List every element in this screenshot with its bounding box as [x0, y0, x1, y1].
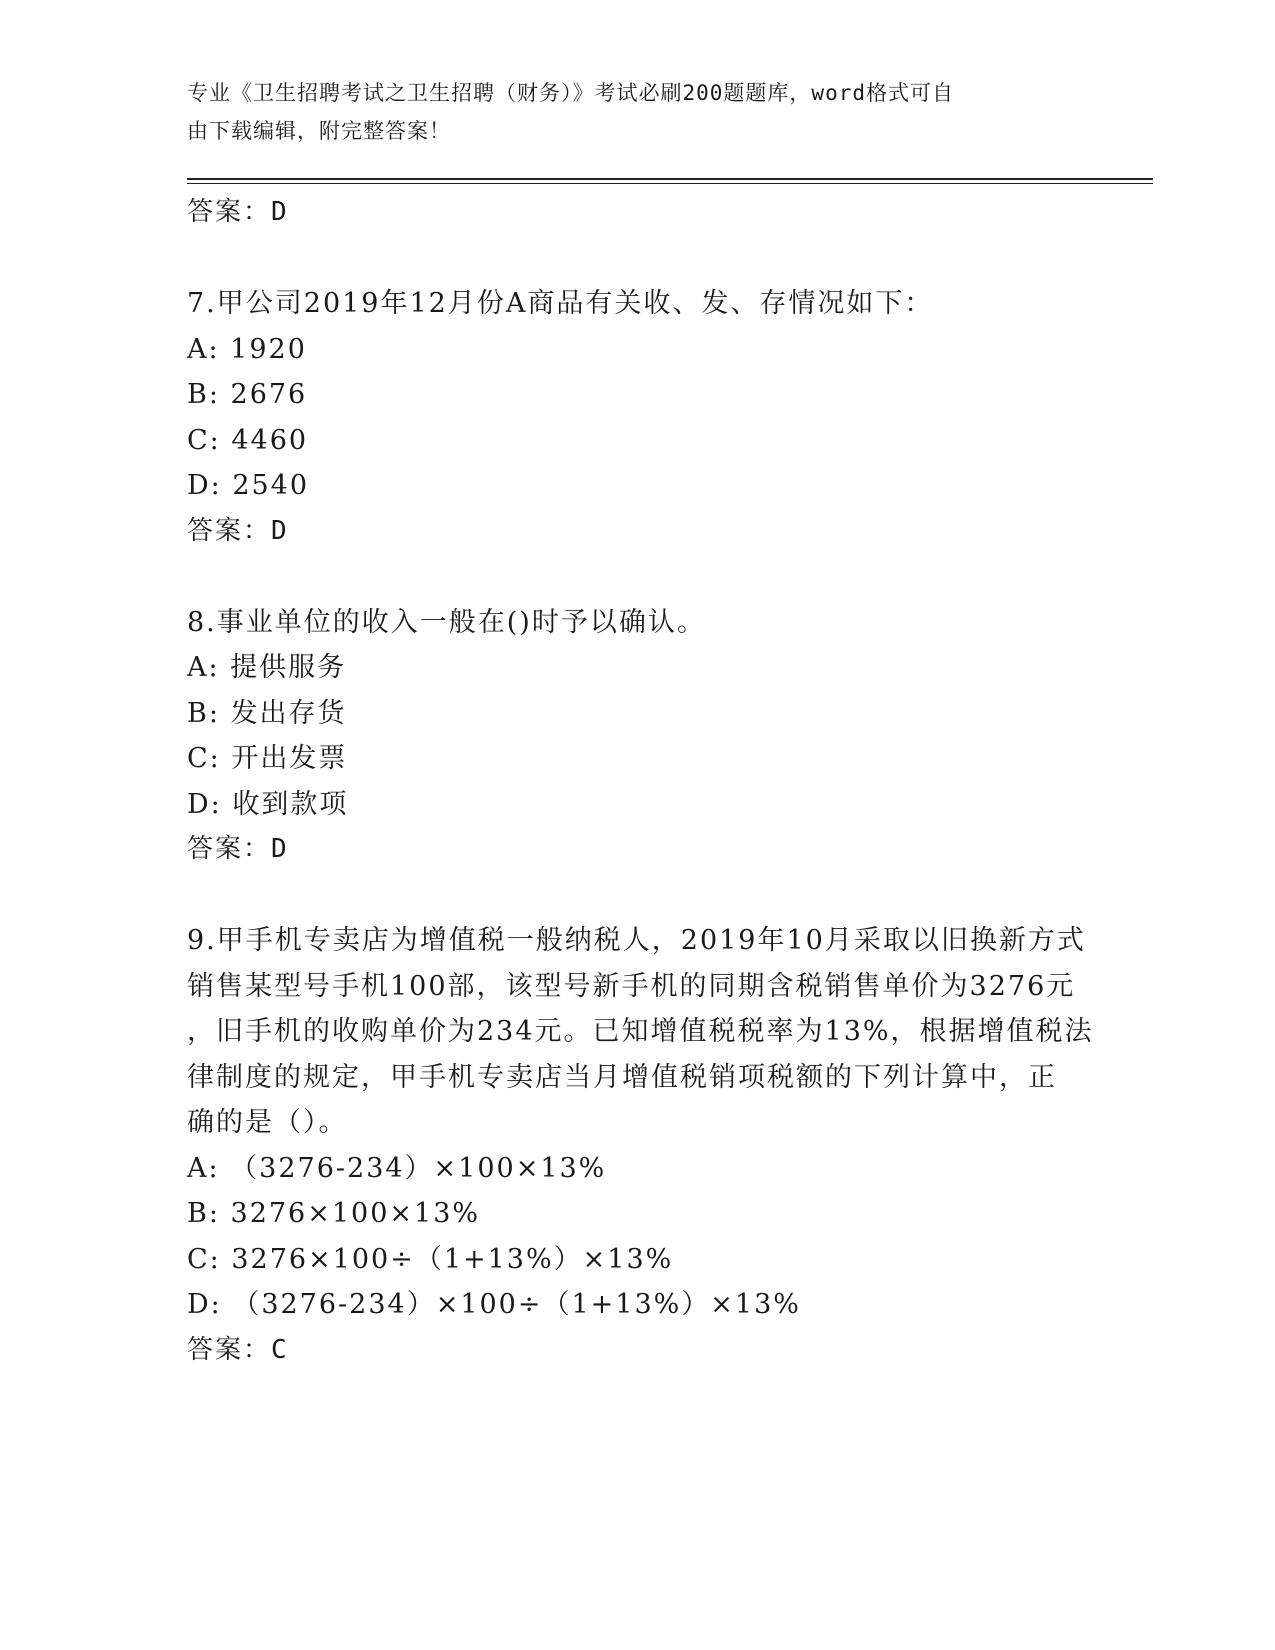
question-line: C: 开出发票: [187, 743, 348, 774]
header-divider-thin: [187, 183, 1153, 184]
question-line: ，旧手机的收购单价为234元。已知增值税税率为13%，根据增值税法: [187, 1016, 1094, 1047]
question-line: B: 3276×100×13%: [187, 1198, 481, 1229]
question-line: A: 提供服务: [187, 652, 347, 683]
header-line-2: 由下载编辑，附完整答案！: [187, 119, 451, 143]
question-line: 律制度的规定，甲手机专卖店当月增值税销项税额的下列计算中，正: [187, 1061, 1057, 1093]
question-line: 销售某型号手机100部，该型号新手机的同期含税销售单价为3276元: [187, 970, 1076, 1002]
question-list: [187, 190, 1094, 1373]
block-spacer: [187, 554, 1087, 600]
header-divider-thick: [187, 178, 1153, 180]
question-line: 7.甲公司2019年12月份A商品有关收、发、存情况如下：: [187, 288, 934, 319]
question-line: D: 收到款项: [187, 788, 349, 820]
question-line: 确的是（）。: [187, 1107, 348, 1138]
block-spacer: [187, 873, 1087, 919]
question-line: C: 3276×100÷（1+13%）×13%: [187, 1243, 674, 1275]
answer-line: 答案：D: [187, 197, 289, 227]
header-line-1: 专业《卫生招聘考试之卫生招聘（财务）》考试必刷200题题库，word格式可自: [187, 81, 954, 105]
question-line: 9.甲手机专卖店为增值税一般纳税人，2019年10月采取以旧换新方式: [187, 925, 1086, 956]
question-line: 8.事业单位的收入一般在()时予以确认。: [187, 606, 706, 638]
question-line: A: （3276-234）×100×13%: [187, 1152, 607, 1184]
answer-line: 答案：D: [187, 834, 289, 864]
question-line: D: 2540: [187, 470, 310, 501]
block-spacer: [187, 236, 1087, 282]
question-line: A: 1920: [187, 333, 307, 365]
question-line: D: （3276-234）×100÷（1+13%）×13%: [187, 1289, 801, 1320]
question-line: C: 4460: [187, 424, 309, 456]
document-header: [187, 74, 1067, 150]
question-line: B: 2676: [187, 379, 308, 410]
answer-line: 答案：D: [187, 515, 289, 546]
question-line: B: 发出存货: [187, 697, 347, 729]
answer-line: 答案：C: [187, 1334, 289, 1365]
